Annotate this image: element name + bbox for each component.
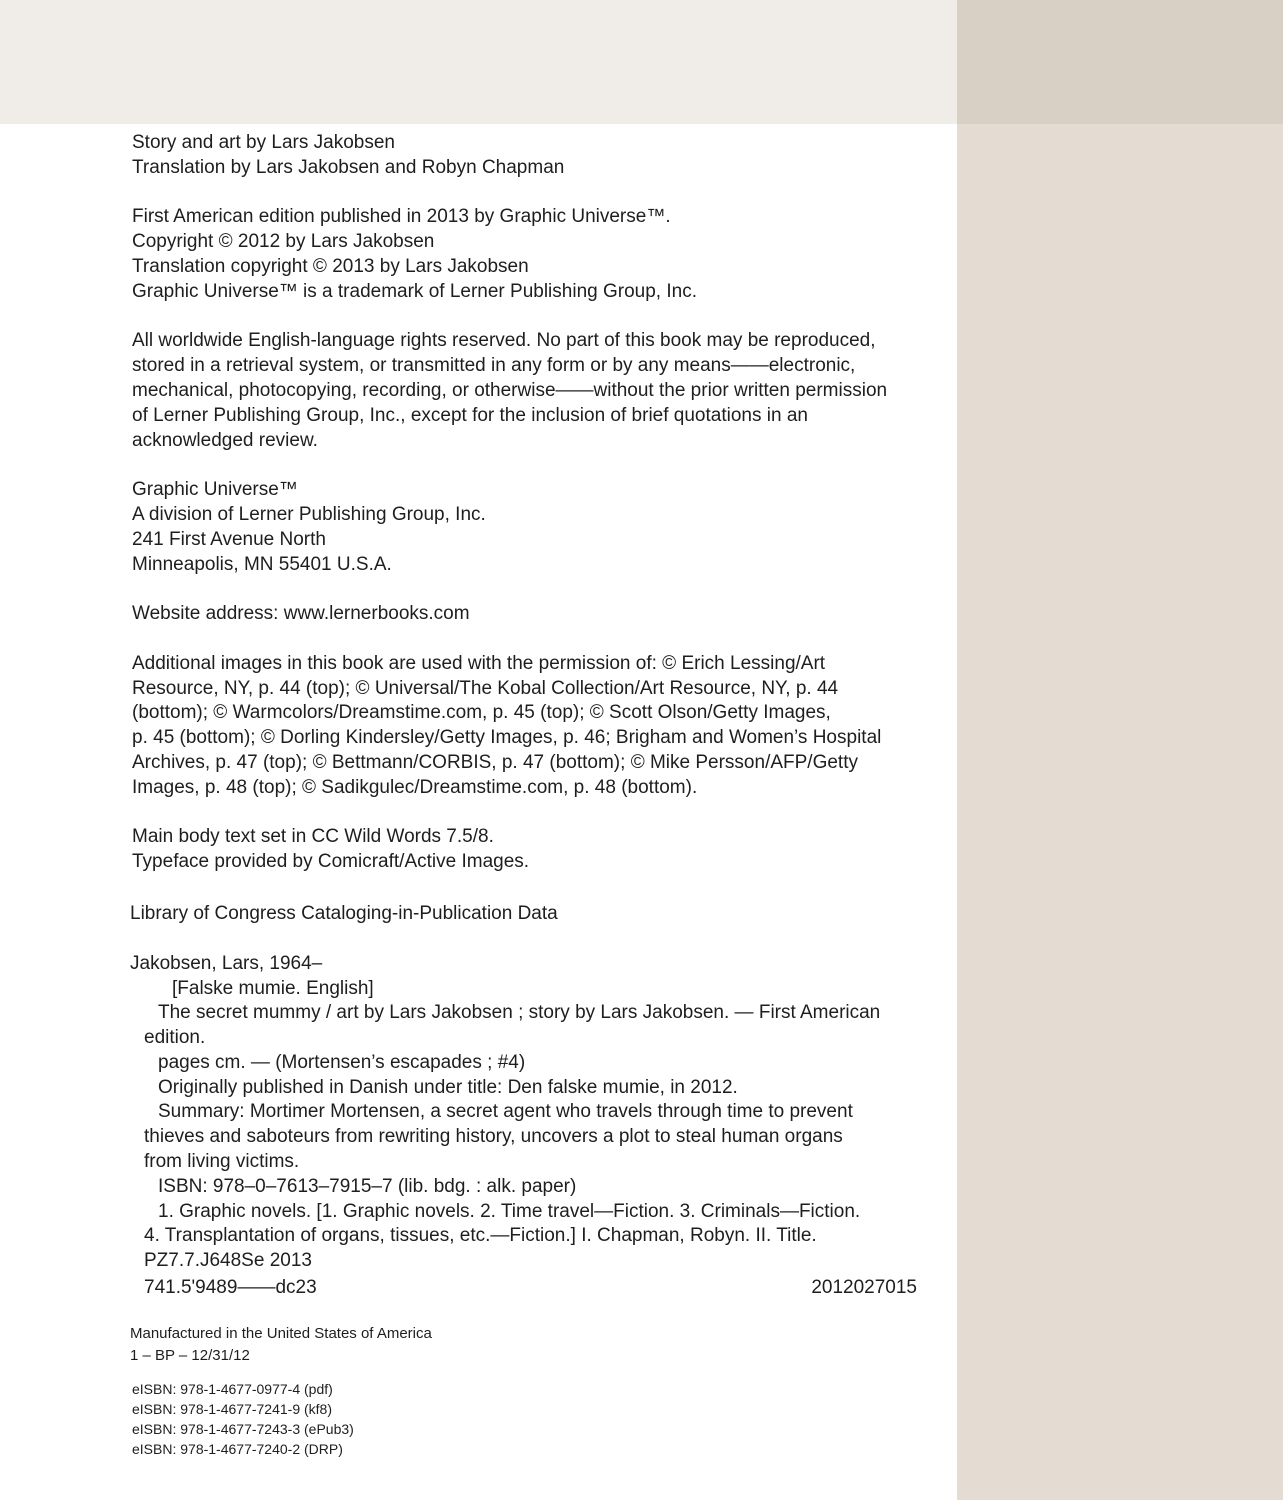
eisbn-line: eISBN: 978-1-4677-7241-9 (kf8) [132,1400,332,1417]
cip-pages: pages cm. — (Mortensen’s escapades ; #4) [158,1051,526,1073]
typeface-block [132,825,927,875]
image-credits-block [132,652,927,801]
cip-subjects: 4. Transplantation of organs, tissues, etc.—Fiction.] I. Chapman, Robyn. II. Title. [144,1225,817,1247]
eisbn-line: eISBN: 978-1-4677-7243-3 (ePub3) [132,1420,354,1437]
cip-subjects: 1. Graphic novels. [1. Graphic novels. 2. Time travel—Fiction. 3. Criminals—Fiction. [158,1200,861,1222]
cip-classification-row [130,1276,917,1301]
publication-line: Translation copyright © 2013 by Lars Jakobsen [132,255,529,277]
credits-block [132,131,927,181]
publisher-address [132,478,927,577]
image-credit-line: p. 45 (bottom); © Dorling Kindersley/Getty Images, p. 46; Brigham and Women’s Hospital [132,727,882,749]
header-band [0,0,957,124]
side-panel-top [957,0,1283,124]
copyright-page [132,131,927,1459]
image-credit-line: Archives, p. 47 (top); © Bettmann/CORBIS, p. 47 (bottom); © Mike Persson/AFP/Getty [132,751,858,773]
cip-summary: from living victims. [144,1151,300,1173]
cip-author: Jakobsen, Lars, 1964– [130,952,323,974]
rights-line: All worldwide English-language rights reserved. No part of this book may be reproduced, [132,330,876,352]
publication-line: Graphic Universe™ is a trademark of Lerner Publishing Group, Inc. [132,280,697,302]
cip-dewey: 741.5'9489——dc23 [144,1277,317,1299]
publication-block [132,205,927,304]
cip-lccn: 2012027015 [811,1277,917,1299]
publication-line: First American edition published in 2013 by Graphic Universe™. [132,206,671,228]
publisher-line: 241 First Avenue North [132,528,326,550]
cip-title: The secret mummy / art by Lars Jakobsen ; story by Lars Jakobsen. — First American [158,1002,881,1024]
cip-summary: thieves and saboteurs from rewriting history, uncovers a plot to steal human organs [144,1126,843,1148]
image-credit-line: (bottom); © Warmcolors/Dreamstime.com, p. 45 (top); © Scott Olson/Getty Images, [132,702,831,724]
cip-uniform-title: [Falske mumie. English] [172,977,374,999]
image-credit-line: Images, p. 48 (top); © Sadikgulec/Dreamstime.com, p. 48 (bottom). [132,776,698,798]
manufacture-line: Manufactured in the United States of America [130,1324,432,1342]
rights-line: mechanical, photocopying, recording, or otherwise——without the prior written permission [132,379,888,401]
credit-line: Translation by Lars Jakobsen and Robyn Chapman [132,156,565,178]
cip-summary: Summary: Mortimer Mortensen, a secret agent who travels through time to prevent [158,1101,853,1123]
eisbn-line: eISBN: 978-1-4677-0977-4 (pdf) [132,1380,333,1397]
manufacture-line: 1 – BP – 12/31/12 [130,1346,250,1364]
credit-line: Story and art by Lars Jakobsen [132,132,395,153]
side-panel [957,0,1283,1500]
website-address: Website address: www.lernerbooks.com [132,603,470,625]
publication-line: Copyright © 2012 by Lars Jakobsen [132,231,435,253]
image-credit-line: Additional images in this book are used with the permission of: © Erich Lessing/Art [132,652,826,674]
cip-isbn: ISBN: 978–0–7613–7915–7 (lib. bdg. : alk. paper) [158,1175,577,1197]
publisher-line: Minneapolis, MN 55401 U.S.A. [132,553,392,575]
publisher-line: A division of Lerner Publishing Group, Inc. [132,503,486,525]
rights-block [132,329,927,453]
manufacture-block [130,1323,927,1367]
eisbn-block [132,1379,927,1459]
typeface-line: Typeface provided by Comicraft/Active Images. [132,851,530,873]
cip-original: Originally published in Danish under title: Den falske mumie, in 2012. [158,1076,738,1098]
image-credit-line: Resource, NY, p. 44 (top); © Universal/The Kobal Collection/Art Resource, NY, p. 44 [132,677,839,699]
typeface-line: Main body text set in CC Wild Words 7.5/8. [132,826,494,848]
rights-line: stored in a retrieval system, or transmitted in any form or by any means——electronic, [132,355,856,377]
rights-line: of Lerner Publishing Group, Inc., except for the inclusion of brief quotations in an [132,404,808,426]
eisbn-line: eISBN: 978-1-4677-7240-2 (DRP) [132,1440,343,1457]
cip-title: edition. [144,1027,206,1049]
cip-heading: Library of Congress Cataloging-in-Publication Data [130,902,558,924]
rights-line: acknowledged review. [132,429,318,451]
cip-lc-class: PZ7.7.J648Se 2013 [144,1250,312,1272]
cip-record [130,952,927,1301]
publisher-line: Graphic Universe™ [132,479,298,501]
